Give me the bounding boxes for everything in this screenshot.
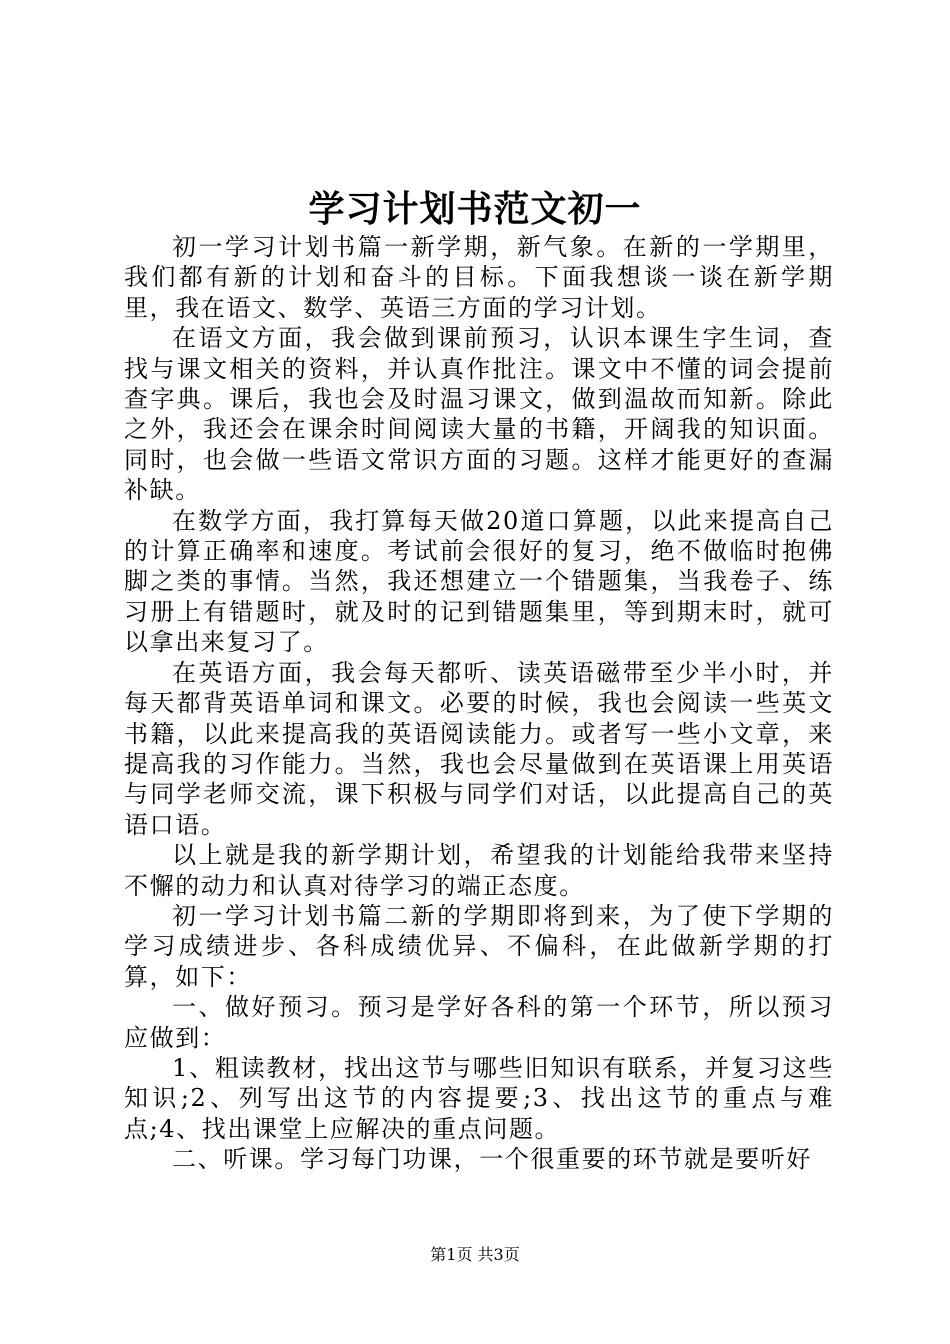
paragraph: 二、听课。学习每门功课，一个很重要的环节就是要听好 xyxy=(172,1145,812,1174)
paragraph: 初一学习计划书篇二新的学期即将到来，为了使下学期的学习成绩进步、各科成绩优异、不偏科，在此做新学期的打算，如下： xyxy=(124,901,834,991)
paragraph: 在数学方面，我打算每天做20道口算题，以此来提高自己的计算正确率和速度。考试前会很好的复习，绝不做临时抱佛脚之类的事情。当然，我还想建立一个错题集，当我卷子、练习册上有错题时，就及时的记到错题集里，等到期末时，就可以拿出来复习了。 xyxy=(124,506,834,657)
paragraph: 初一学习计划书篇一新学期，新气象。在新的一学期里，我们都有新的计划和奋斗的目标。下面我想谈一谈在新学期里，我在语文、数学、英语三方面的学习计划。 xyxy=(124,233,834,322)
paragraph: 1、粗读教材，找出这节与哪些旧知识有联系，并复习这些知识;2、列写出这节的内容提要;3、找出这节的重点与难点;4、找出课堂上应解决的重点问题。 xyxy=(124,1053,834,1143)
document-body xyxy=(124,232,834,1175)
paragraph: 以上就是我的新学期计划，希望我的计划能给我带来坚持不懈的动力和认真对待学习的端正态度。 xyxy=(124,841,834,900)
paragraph: 在英语方面，我会每天都听、读英语磁带至少半小时，并每天都背英语单词和课文。必要的时候，我也会阅读一些英文书籍，以此来提高我的英语阅读能力。或者写一些小文章，来提高我的习作能力。当然，我也会尽量做到在英语课上用英语与同学老师交流，课下积极与同学们对话，以此提高自己的英语口语。 xyxy=(124,658,834,839)
document-title: 学习计划书范文初一 xyxy=(308,188,642,230)
paragraph: 一、做好预习。预习是学好各科的第一个环节，所以预习应做到： xyxy=(124,993,834,1052)
page-footer: 第1页 共3页 xyxy=(430,1245,520,1264)
paragraph: 在语文方面，我会做到课前预习，认识本课生字生词，查找与课文相关的资料，并认真作批注。课文中不懂的词会提前查字典。课后，我也会及时温习课文，做到温故而知新。除此之外，我还会在课余时间阅读大量的书籍，开阔我的知识面。同时，也会做一些语文常识方面的习题。这样才能更好的查漏补缺。 xyxy=(124,324,834,505)
